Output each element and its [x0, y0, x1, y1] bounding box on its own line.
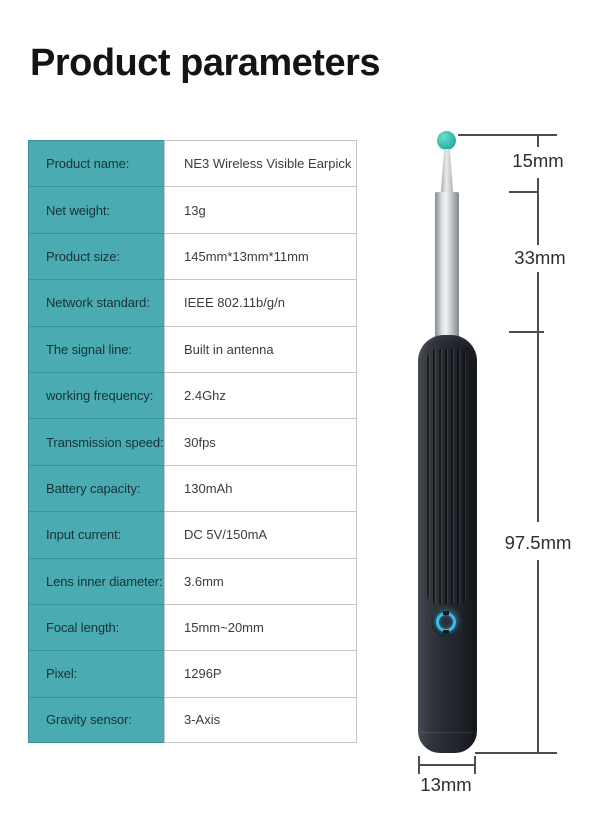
dimension-line-vertical	[537, 178, 539, 245]
table-row	[28, 186, 357, 232]
page-title: Product parameters	[30, 42, 381, 84]
dimension-line-vertical	[537, 134, 539, 147]
dimension-line-vertical	[537, 560, 539, 753]
body-seam	[421, 732, 474, 733]
table-row	[28, 465, 357, 511]
ring-notch-top	[443, 611, 449, 615]
spec-value: 3.6mm	[164, 558, 357, 604]
spec-label: working frequency:	[28, 372, 164, 418]
spec-table	[28, 140, 357, 743]
table-row	[28, 326, 357, 372]
spec-label: The signal line:	[28, 326, 164, 372]
spec-value: 1296P	[164, 650, 357, 696]
table-row	[28, 279, 357, 325]
dim-label-tip: 15mm	[512, 150, 564, 171]
dimension-tick	[509, 191, 538, 193]
spec-value: IEEE 802.11b/g/n	[164, 279, 357, 325]
dim-label-body: 97.5mm	[504, 532, 572, 553]
spec-label: Network standard:	[28, 279, 164, 325]
dimension-tick	[458, 134, 557, 136]
table-row	[28, 372, 357, 418]
width-dimension-line	[418, 764, 475, 766]
table-row	[28, 140, 357, 186]
spec-value: 13g	[164, 186, 357, 232]
table-row	[28, 418, 357, 464]
spec-label: Pixel:	[28, 650, 164, 696]
spec-value: NE3 Wireless Visible Earpick	[164, 140, 357, 186]
table-row	[28, 604, 357, 650]
spec-label: Transmission speed:	[28, 418, 164, 464]
spec-value: DC 5V/150mA	[164, 511, 357, 557]
table-row	[28, 650, 357, 696]
spec-value: Built in antenna	[164, 326, 357, 372]
power-button	[431, 607, 461, 637]
table-row	[28, 558, 357, 604]
grip-ridges	[427, 349, 468, 604]
spec-value: 15mm~20mm	[164, 604, 357, 650]
device-body	[418, 335, 477, 753]
dimension-tick	[475, 752, 557, 754]
spec-label: Gravity sensor:	[28, 697, 164, 743]
ear-tip-ball	[437, 131, 456, 150]
spec-label: Focal length:	[28, 604, 164, 650]
camera-tip-cone	[440, 149, 454, 194]
spec-value: 130mAh	[164, 465, 357, 511]
spec-label: Product size:	[28, 233, 164, 279]
table-row	[28, 697, 357, 743]
spec-label: Lens inner diameter:	[28, 558, 164, 604]
table-row	[28, 511, 357, 557]
device-shaft	[435, 192, 459, 340]
spec-label: Input current:	[28, 511, 164, 557]
dimension-line-vertical	[537, 272, 539, 522]
spec-label: Battery capacity:	[28, 465, 164, 511]
dim-label-width: 13mm	[420, 774, 472, 795]
table-row	[28, 233, 357, 279]
spec-value: 3-Axis	[164, 697, 357, 743]
spec-label: Net weight:	[28, 186, 164, 232]
spec-label: Product name:	[28, 140, 164, 186]
spec-value: 2.4Ghz	[164, 372, 357, 418]
dimension-tick	[509, 331, 544, 333]
dim-label-shaft: 33mm	[514, 247, 566, 268]
ring-notch-bottom	[443, 630, 449, 634]
spec-value: 145mm*13mm*11mm	[164, 233, 357, 279]
spec-value: 30fps	[164, 418, 357, 464]
